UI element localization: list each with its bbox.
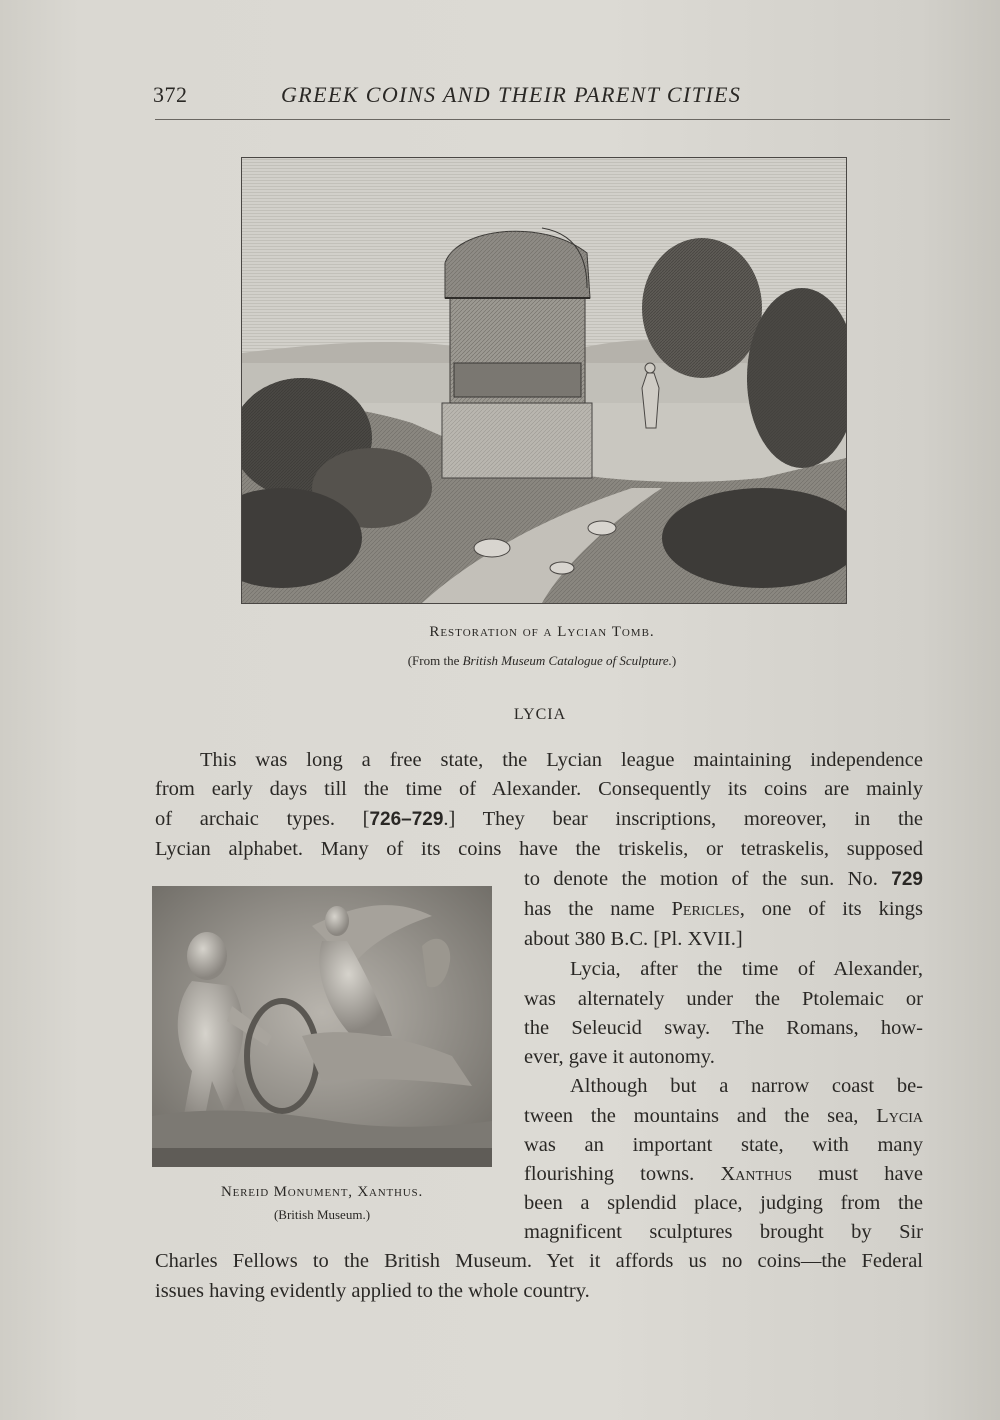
figure1-caption-title	[240, 624, 844, 641]
body-line-5	[524, 864, 923, 895]
running-head: GREEK COINS AND THEIR PARENT CITIES	[281, 82, 742, 107]
body-line-9: was alternately under the Ptolemaic or	[524, 988, 923, 1010]
figure2-caption-title	[152, 1184, 492, 1201]
body-line-6c: , one of its kings	[739, 898, 923, 920]
page-number: 372	[153, 82, 188, 107]
body-line-5a: to denote the motion of the sun. No.	[524, 868, 892, 890]
body-line-6	[524, 894, 923, 924]
section-title: LYCIA	[513, 706, 567, 723]
figure1-caption-prefix: (From the	[407, 653, 463, 668]
body-line-8: Lycia, after the time of Alexander,	[570, 958, 923, 980]
body-line-10: the Seleucid sway. The Romans, how-	[524, 1017, 923, 1039]
body-line-11: ever, gave it autonomy.	[524, 1046, 715, 1068]
body-line-3	[155, 804, 923, 835]
figure2-caption-title-text: Nereid Monument, Xanthus.	[221, 1184, 423, 1200]
body-line-16: been a splendid place, judging from the	[524, 1192, 923, 1214]
figure1-caption-source	[240, 653, 844, 669]
body-line-6a: has the name	[524, 898, 672, 920]
body-line-15a: flourishing towns.	[524, 1163, 721, 1185]
body-line-15	[524, 1159, 923, 1189]
body-line-7: about 380 B.C. [Pl. XVII.]	[524, 928, 743, 950]
body-line-2: from early days till the time of Alexander. Consequently its coins are mainly	[155, 778, 923, 800]
body-line-3c: .] They bear inscriptions, moreover, in the	[443, 808, 923, 830]
name-xanthus: Xanthus	[720, 1163, 793, 1185]
figure1-caption-title-text: Restoration of a Lycian Tomb.	[429, 624, 655, 640]
header-rule	[155, 119, 950, 120]
body-line-15c: must have	[792, 1163, 923, 1185]
page-header	[153, 78, 953, 112]
coin-ref-729: 729	[891, 869, 923, 890]
figure2-caption-source: (British Museum.)	[273, 1207, 371, 1222]
name-lycia: Lycia	[876, 1105, 923, 1127]
body-line-1: This was long a free state, the Lycian league maintaining independence	[200, 749, 923, 771]
body-line-12: Although but a narrow coast be-	[570, 1075, 923, 1097]
body-line-13	[524, 1101, 923, 1131]
lycian-tomb-engraving	[241, 157, 847, 604]
body-line-17: magnificent sculptures brought by Sir	[524, 1221, 923, 1243]
body-line-19: issues having evidently applied to the whole country.	[155, 1280, 590, 1302]
body-line-13a: tween the mountains and the sea,	[524, 1105, 877, 1127]
figure1-caption-italic: British Museum Catalogue of Sculpture.	[462, 653, 672, 668]
body-line-4: Lycian alphabet. Many of its coins have the triskelis, or tetraskelis, supposed	[155, 838, 923, 860]
body-line-14: was an important state, with many	[524, 1134, 923, 1156]
body-line-18: Charles Fellows to the British Museum. Yet it affords us no coins—the Federal	[155, 1250, 923, 1272]
name-pericles: Pericles	[671, 898, 740, 920]
figure1-caption-suffix: )	[671, 653, 677, 668]
body-line-3a: of archaic types. [	[155, 808, 370, 830]
nereid-monument-relief-photo	[152, 886, 492, 1167]
plate-ref-726-729: 726–729	[369, 809, 444, 830]
